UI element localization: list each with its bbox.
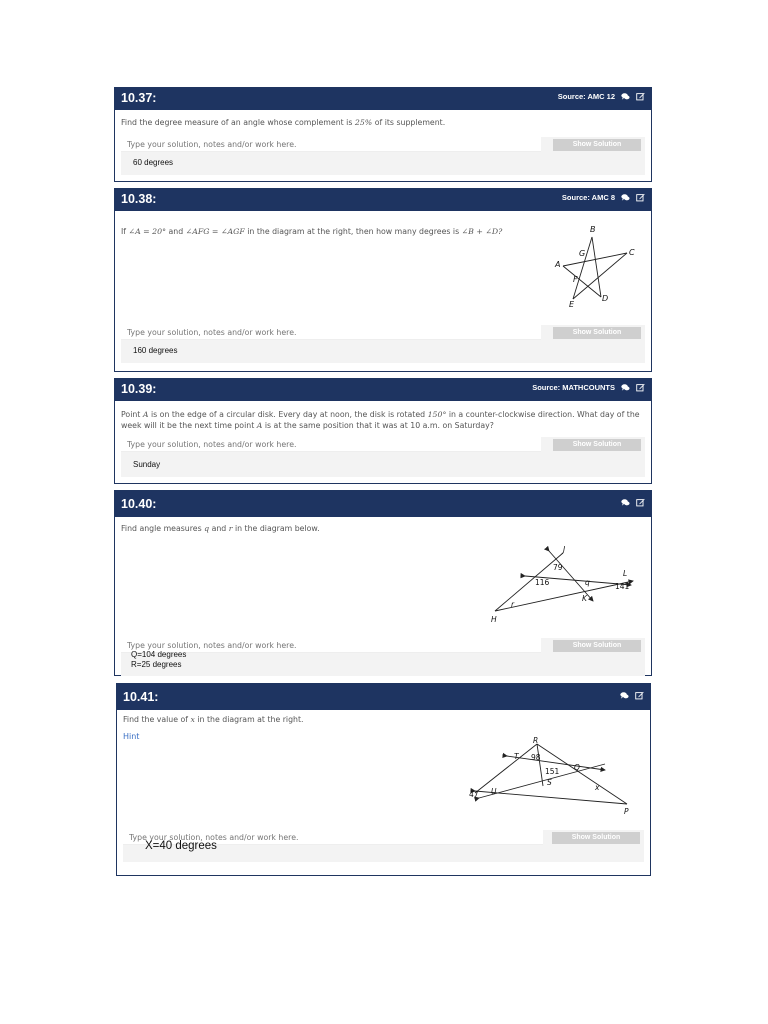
problem-text: Find the degree measure of an angle whose complement is 25% of its supplement. bbox=[121, 118, 446, 127]
label-q: q bbox=[585, 578, 590, 587]
solution-input[interactable] bbox=[121, 137, 541, 152]
comment-icon[interactable] bbox=[620, 691, 629, 700]
answer-text: X=40 degrees bbox=[145, 840, 217, 852]
problem-text: Point A is on the edge of a circular disk. Every day at noon, the disk is rotated 150° in a counter-clockwise direction. What day of the week will it be the next time point A is at the same position that it was at 10 a.m. on Saturday? bbox=[121, 410, 640, 430]
edit-icon[interactable] bbox=[635, 691, 644, 700]
problem-header bbox=[115, 491, 651, 517]
star-diagram bbox=[553, 219, 645, 311]
label-G: G bbox=[579, 249, 586, 258]
label-H: H bbox=[491, 615, 497, 624]
source-label: Source: AMC 8 bbox=[561, 193, 615, 202]
problem-card-10-38 bbox=[114, 188, 652, 372]
show-solution-button[interactable]: Show Solution bbox=[553, 439, 641, 451]
problem-number: 10.39: bbox=[121, 382, 157, 396]
label-151: 151 bbox=[545, 767, 560, 776]
problem-number: 10.38: bbox=[121, 192, 157, 206]
problem-text: Find angle measures q and r in the diagram below. bbox=[121, 524, 320, 533]
show-solution-button[interactable]: Show Solution bbox=[553, 139, 641, 151]
label-A: A bbox=[555, 260, 561, 269]
edit-icon[interactable] bbox=[636, 498, 645, 507]
label-L: L bbox=[623, 569, 628, 578]
label-E: E bbox=[569, 300, 575, 309]
label-116: 116 bbox=[535, 578, 550, 587]
comment-icon[interactable] bbox=[621, 92, 630, 101]
problem-card-10-41 bbox=[116, 683, 651, 876]
answer-text-q: Q=104 degrees bbox=[131, 650, 187, 659]
solution-input[interactable] bbox=[121, 325, 541, 340]
edit-icon[interactable] bbox=[636, 383, 645, 392]
label-D: D bbox=[602, 294, 609, 303]
problem-header bbox=[115, 189, 651, 211]
label-S: S bbox=[547, 778, 552, 787]
problem-header bbox=[115, 379, 651, 401]
solution-area bbox=[121, 638, 645, 676]
label-P: P bbox=[624, 807, 629, 816]
problem-text: If ∠A = 20° and ∠AFG = ∠AGF in the diagram at the right, then how many degrees is ∠B + ∠D? bbox=[121, 227, 503, 236]
problem-number: 10.37: bbox=[121, 91, 157, 105]
solution-area bbox=[121, 437, 645, 477]
answer-text: 60 degrees bbox=[133, 158, 174, 167]
problem-card-10-37 bbox=[114, 87, 652, 182]
show-solution-button[interactable]: Show Solution bbox=[553, 327, 641, 339]
triangle-diagram bbox=[467, 736, 637, 820]
answer-text-r: R=25 degrees bbox=[131, 660, 182, 669]
label-79: 79 bbox=[553, 563, 563, 572]
problem-header bbox=[115, 88, 651, 110]
problem-card-10-40 bbox=[114, 490, 652, 676]
lines-diagram bbox=[485, 543, 645, 625]
label-F: F bbox=[573, 275, 578, 284]
source-label: Source: MATHCOUNTS bbox=[532, 383, 615, 392]
hint-link[interactable]: Hint bbox=[123, 732, 140, 741]
label-47: 47 bbox=[469, 790, 479, 799]
comment-icon[interactable] bbox=[621, 498, 630, 507]
edit-icon[interactable] bbox=[636, 193, 645, 202]
answer-text: Sunday bbox=[133, 460, 161, 469]
edit-icon[interactable] bbox=[636, 92, 645, 101]
label-C: C bbox=[629, 248, 635, 257]
label-141: 141 bbox=[615, 582, 630, 591]
label-J: J bbox=[563, 545, 566, 554]
comment-icon[interactable] bbox=[621, 383, 630, 392]
problem-number: 10.41: bbox=[123, 690, 159, 704]
show-solution-button[interactable]: Show Solution bbox=[553, 640, 641, 652]
label-K: K bbox=[582, 594, 587, 603]
solution-area bbox=[121, 325, 645, 363]
label-98: 98 bbox=[531, 753, 541, 762]
label-R: R bbox=[533, 736, 539, 745]
label-U: U bbox=[491, 787, 497, 796]
label-B: B bbox=[590, 225, 596, 234]
comment-icon[interactable] bbox=[621, 193, 630, 202]
label-x: x bbox=[595, 783, 600, 792]
label-T: T bbox=[514, 752, 519, 761]
show-solution-button[interactable]: Show Solution bbox=[552, 832, 640, 844]
problem-card-10-39 bbox=[114, 378, 652, 484]
problem-header bbox=[117, 684, 650, 710]
source-label: Source: AMC 12 bbox=[557, 92, 615, 101]
solution-area bbox=[123, 830, 644, 862]
label-r: r bbox=[511, 600, 515, 609]
label-Q: Q bbox=[574, 763, 580, 772]
solution-input[interactable] bbox=[121, 437, 541, 452]
answer-text: 160 degrees bbox=[133, 346, 178, 355]
problem-text: Find the value of x in the diagram at the right. bbox=[123, 715, 304, 724]
problem-number: 10.40: bbox=[121, 497, 157, 511]
solution-area bbox=[121, 137, 645, 175]
